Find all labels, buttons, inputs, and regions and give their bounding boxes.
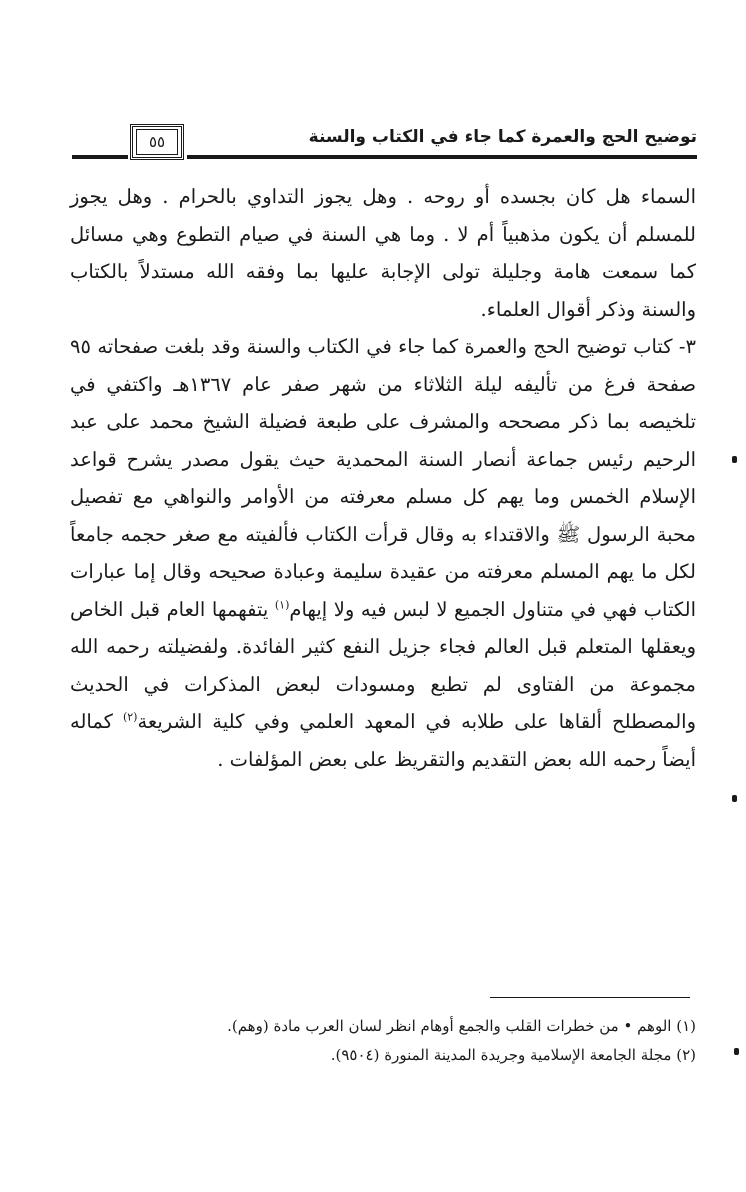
footnotes [200, 1012, 696, 1070]
paragraph-1: السماء هل كان بجسده أو روحه . وهل يجوز التداوي بالحرام . وهل يجوز للمسلم أن يكون مذهبياً أم لا . وما هي السنة في صيام التطوع وهي مسائل كما سمعت هامة وجليلة تولى الإجابة عليها بما وفقه الله مستدلاً بالكتاب والسنة وذكر أقوال العلماء. [70, 185, 696, 321]
footnote-ref-2: (٢) [122, 710, 138, 724]
paragraph-2 [70, 328, 696, 778]
footnote-2: (٢) مجلة الجامعة الإسلامية وجريدة المدينة المنورة (٩٥٠٤). [330, 1046, 696, 1064]
page-number: ٥٥ [136, 129, 178, 155]
header-rule-left [72, 155, 128, 159]
scan-speck [732, 456, 737, 463]
scan-speck [732, 795, 737, 802]
paragraph-2-part-c: كماله أيضاً رحمه الله بعض التقديم والتقريظ على بعض المؤلفات . [70, 710, 696, 771]
paragraph-2-part-b: يتفهمها العام قبل الخاص ويعقلها المتعلم قبل العالم فجاء جزيل النفع كثير الفائدة. ولفضيلته رحمه الله مجموعة من الفتاوى لم تطبع ومسودات لبعض المذكرات في الحديث والمصطلح ألقاها على طلابه في المعهد العلمي وفي كلية الشريعة [70, 597, 697, 733]
page-number-box [130, 124, 184, 160]
header-rule-right [187, 155, 697, 159]
footnote-1: (١) الوهم • من خطرات القلب والجمع أوهام انظر لسان العرب مادة (وهم). [227, 1017, 696, 1035]
footnote-ref-1: (١) [274, 598, 290, 611]
paragraph-2-part-a: ٣- كتاب توضيح الحج والعمرة كما جاء في الكتاب والسنة وقد بلغت صفحاته ٩٥ صفحة فرغ من تأليفه ليلة الثلاثاء من شهر صفر عام ١٣٦٧هـ واكتفي في تلخيصه بما ذكر مصححه والمشرف على طبعة فضيلة الشيخ محمد على عبد الرحيم رئيس جماعة أنصار السنة المحمدية حيث يقول مصدر يشرح قواعد الإسلام الخمس وما يهم كل مسلم معرفته من الأوامر والنواهي مع تفصيل محبة الرسول ﷺ والاقتداء به وقال قرأت الكتاب فألفيته مع صغر حجمه جامعاً لكل ما يهم المسلم معرفته من عقيدة سليمة وعبادة صحيحه وقال إما عبارات الكتاب فهي في متناول الجميع لا لبس فيه ولا إيهام [70, 335, 697, 621]
body-text [70, 178, 696, 778]
page-header [72, 124, 697, 164]
running-title: توضيح الحج والعمرة كما جاء في الكتاب والسنة [308, 127, 697, 147]
scan-speck [734, 1048, 739, 1055]
footnote-separator [490, 997, 690, 998]
